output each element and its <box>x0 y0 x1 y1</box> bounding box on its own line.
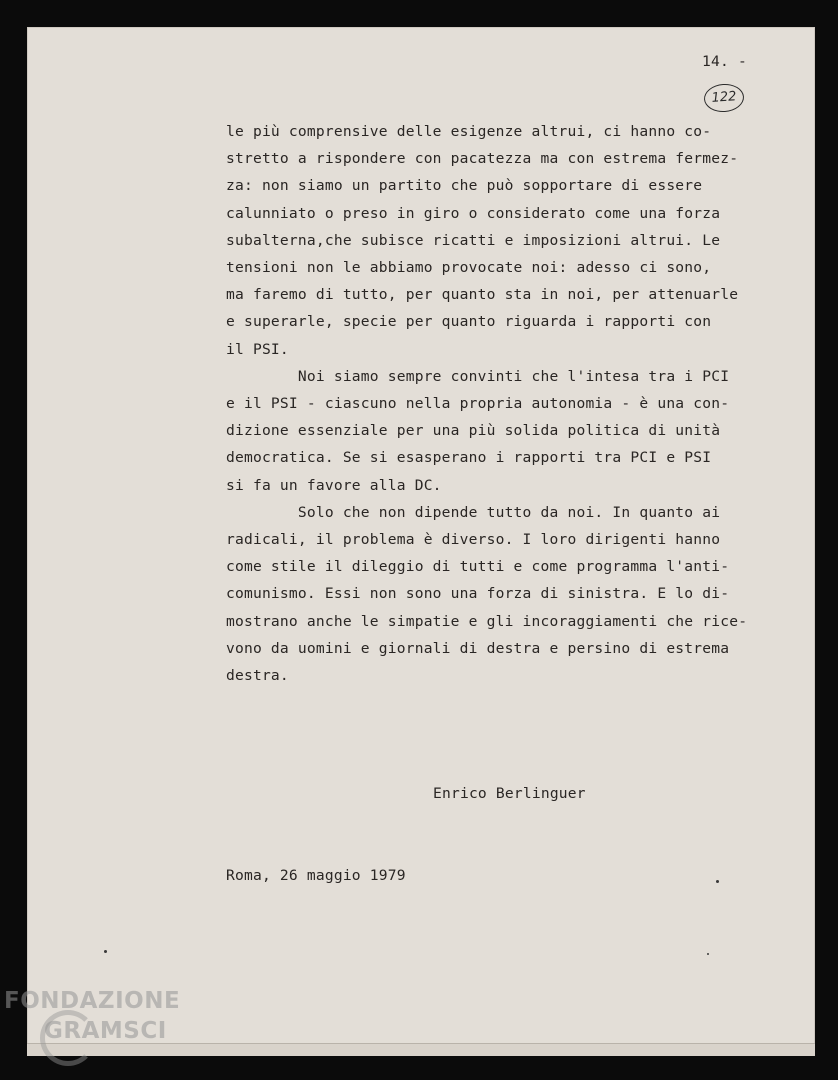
body-text: le più comprensive delle esigenze altrui, ci hanno co- stretto a rispondere con pacatezza ma con estrema fermez- za: non siamo un partito che può sopportare di essere calunniato o preso in giro o considerato come una forza subalterna,che subisce ricatti e imposizioni altrui. Le tensioni non le abbiamo provocate noi: adesso ci sono, ma faremo di tutto, per quanto sta in noi, per attenuarle e superarle, specie per quanto riguarda i rapporti con il PSI. Noi siamo sempre convinti che l'intesa tra i PCI e il PSI - ciascuno nella propria autonomia - è una con- dizione essenziale per una più solida politica di unità democratica. Se si esasperano i rapporti tra PCI e PSI si fa un favore alla DC. Solo che non dipende tutto da noi. In quanto ai radicali, il problema è diverso. I loro dirigenti hanno come stile il dileggio di tutti e come programma l'anti- comunismo. Essi non sono una forza di sinistra. E lo di- mostrano anche le simpatie e gli incoraggiamenti che rice- vono da uomini e giornali di destra e persino di estrema destra. <box>226 123 748 685</box>
watermark-line-1: FONDAZIONE <box>4 988 181 1014</box>
paper-speck <box>707 953 709 955</box>
signature: Enrico Berlinguer <box>433 785 586 802</box>
fondazione-gramsci-watermark <box>4 988 214 1078</box>
paper-speck <box>104 950 107 953</box>
archive-number-stamp: 122 <box>703 83 745 114</box>
date-line: Roma, 26 maggio 1979 <box>226 867 406 884</box>
paper-speck <box>716 880 719 883</box>
page-number: 14. - <box>702 53 747 70</box>
watermark-line-2: GRAMSCI <box>44 1018 167 1044</box>
